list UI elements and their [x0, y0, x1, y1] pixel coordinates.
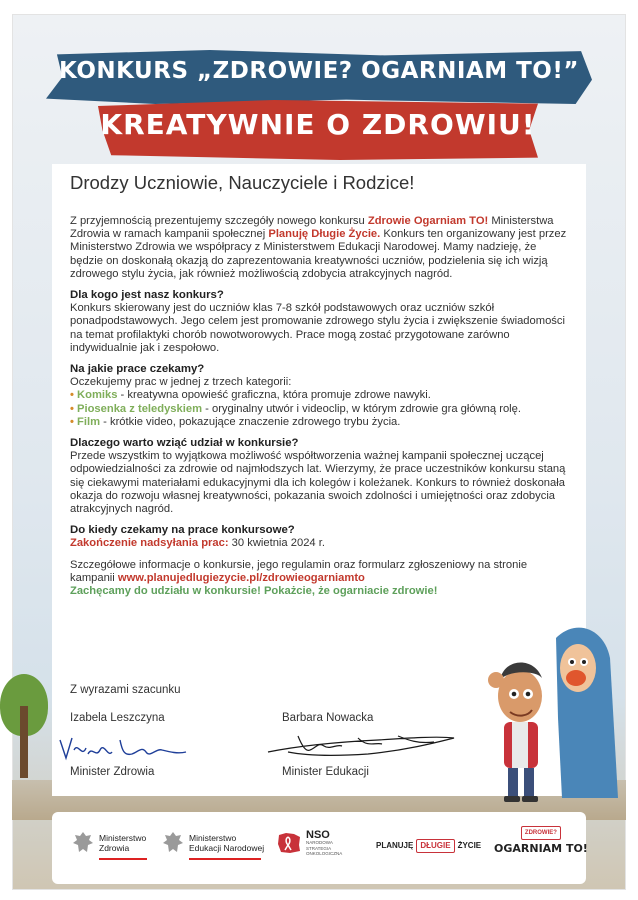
intro-text-2: Ministerstwa Zdrowia w ramach kampanii społecznej	[70, 215, 554, 241]
contest-subtitle: KREATYWNIE O ZDROWIU!	[100, 108, 536, 141]
deadline-line	[70, 537, 570, 550]
logo-nso	[276, 830, 358, 857]
deadline-label: Zakończenie nadsyłania prac:	[70, 537, 229, 550]
details-paragraph	[70, 559, 570, 599]
logo-text-line2: Edukacji Narodowej	[189, 843, 265, 853]
signatory-name-education: Barbara Nowacka	[282, 712, 374, 724]
category-name: Piosenka z teledyskiem	[77, 402, 203, 415]
cartoon-characters-illustration	[486, 618, 626, 808]
nso-full-name: NARODOWA STRATEGIA ONKOLOGICZNA	[306, 840, 343, 856]
section-heading-deadline: Do kiedy czekamy na prace konkursowe?	[70, 524, 295, 537]
category-desc: - oryginalny utwór i videoclip, w którym zdrowie gra główną rolę.	[202, 402, 522, 415]
logo-ogarniam-to	[494, 826, 588, 854]
logo-underline	[189, 858, 261, 860]
signatory-name-health: Izabela Leszczyna	[70, 712, 165, 724]
poland-map-ribbon-icon	[276, 831, 302, 855]
categories-list	[70, 376, 570, 429]
letter-body	[70, 215, 570, 606]
section-heading-audience: Dla kogo jest nasz konkurs?	[70, 289, 224, 302]
eagle-emblem-icon	[72, 830, 94, 856]
contest-name-highlight: Zdrowie Ogarniam TO!	[367, 215, 489, 227]
tree-trunk	[20, 706, 28, 778]
signature-health-minister	[52, 728, 202, 768]
letter-greeting: Drodzy Uczniowie, Nauczyciele i Rodzice!	[70, 172, 415, 193]
category-desc: - kreatywna opowieść graficzna, która promuje zdrowe nawyki.	[117, 389, 431, 402]
closing-phrase: Z wyrazami szacunku	[70, 684, 181, 696]
contest-title: KONKURS „ZDROWIE? OGARNIAM TO!”	[59, 58, 579, 84]
deadline-value: 30 kwietnia 2024 r.	[228, 537, 325, 550]
intro-text-1: Z przyjemnością prezentujemy szczegóły nowego konkursu	[70, 215, 368, 227]
logo-text: OGARNIAM TO!	[494, 842, 588, 855]
category-name: Film	[77, 415, 101, 428]
logo-underline	[99, 858, 147, 860]
logo-part3: ŻYCIE	[457, 841, 482, 850]
call-to-action: Zachęcamy do udziału w konkursie! Pokażcie, że ogarniacie zdrowie!	[70, 585, 438, 598]
logo-badge: ZDROWIE?	[521, 826, 561, 840]
section-body-why: Przede wszystkim to wyjątkowa możliwość współtworzenia ważnej kampanii społecznej uczącej odpowiedzialności za zdrowie od najmłodszych lat. Wierzymy, że prace uczestników konkursu staną się ciekawymi materiałami edukacyjnymi dla ich kolegów i koleżanek. Konkurs to również doskonała okazja do rozwoju własnej kreatywności, pokazania swoich zdolności i umiejętności oraz zdobycia atrakcyjnych nagród.	[70, 450, 566, 516]
intro-text-3: Konkurs ten organizowany jest przez Ministerstwo Zdrowia we współpracy z Ministerstwem Edukacji Narodowej. Mamy nadzieję, że będzie on doskonałą okazją do zaprezentowania kreatywności uczniów, podzielenia się ich wizją zdrowego stylu życia, jak również możliwością zdobycia atrakcyjnych nagród.	[70, 228, 567, 280]
bullet-icon: •	[70, 415, 74, 428]
details-text: Szczegółowe informacje o konkursie, jego regulamin oraz formularz zgłoszeniowy na stronie kampanii	[70, 558, 528, 584]
nso-abbreviation: NSO	[306, 829, 330, 841]
category-desc: - krótkie video, pokazujące znaczenie zdrowego trybu życia.	[100, 415, 401, 428]
signature-education-minister	[258, 722, 458, 766]
eagle-emblem-icon	[162, 830, 184, 856]
category-name: Komiks	[77, 389, 118, 402]
section-heading-why: Dlaczego warto wziąć udział w konkursie?	[70, 437, 299, 450]
intro-paragraph	[70, 215, 570, 281]
logo-part1: PLANUJĘ	[376, 841, 414, 850]
categories-lead: Oczekujemy prac w jednej z trzech kategorii:	[70, 376, 292, 389]
bullet-icon: •	[70, 402, 74, 415]
logo-ministry-of-education	[162, 830, 264, 856]
campaign-name-highlight: Planuję Długie Życie.	[268, 228, 381, 241]
logo-ministry-of-health	[72, 830, 146, 856]
section-body-audience: Konkurs skierowany jest do uczniów klas 7-8 szkół podstawowych oraz uczniów szkół ponadpodstawowych. Jego celem jest promowanie zdrowego stylu życia i zwiększenie świadomości na temat profilaktyki chorób nowotworowych. Prace mogą zostać przygotowane zarówno indywidualnie jak i zespołowo.	[70, 302, 565, 354]
signatory-title-education: Minister Edukacji	[282, 766, 369, 778]
logo-text-line1: Ministerstwo	[99, 833, 147, 843]
logo-text-line2: Zdrowia	[99, 843, 130, 853]
campaign-url-link[interactable]: www.planujedlugiezycie.pl/zdrowieogarniamto	[117, 571, 365, 584]
signatory-title-health: Minister Zdrowia	[70, 766, 155, 778]
logo-planuje-dlugie-zycie	[376, 839, 481, 853]
logo-part2: DŁUGIE	[416, 839, 454, 853]
logo-text-line1: Ministerstwo	[189, 833, 237, 843]
section-heading-categories: Na jakie prace czekamy?	[70, 363, 205, 376]
bullet-icon: •	[70, 389, 74, 402]
